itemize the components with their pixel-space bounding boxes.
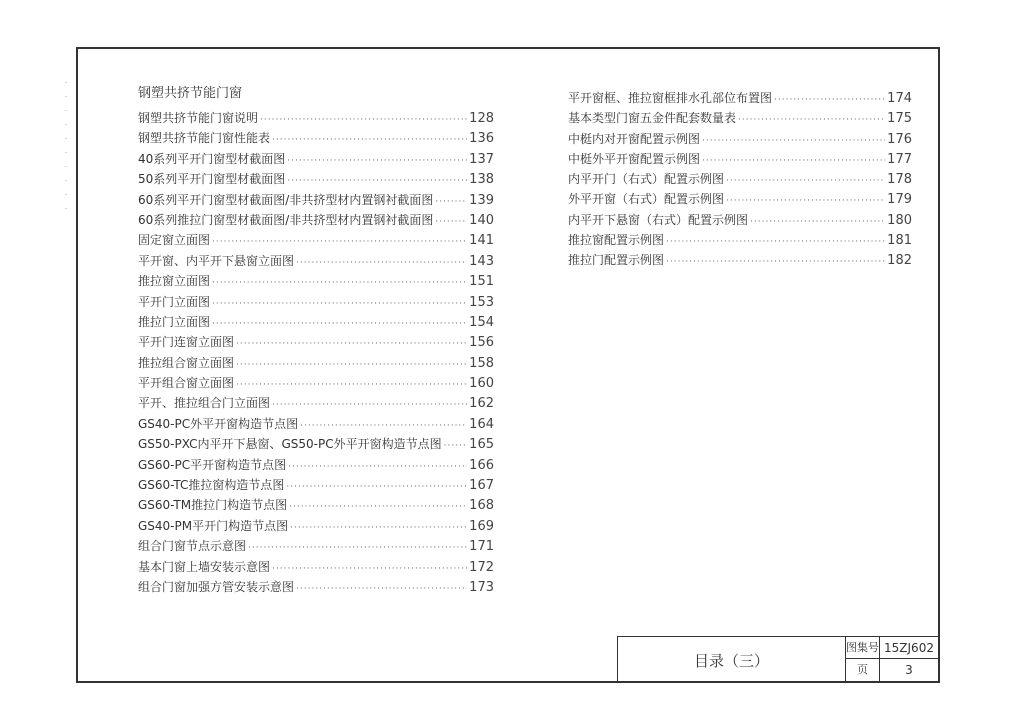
toc-entry-page: 169 bbox=[469, 518, 494, 534]
dot-leader bbox=[212, 273, 467, 293]
sheet-name: 目录（三） bbox=[618, 637, 846, 681]
dot-leader bbox=[236, 355, 467, 375]
toc-entry-title: 内平开门（右式）配置示例图 bbox=[568, 172, 725, 187]
dot-leader bbox=[726, 191, 885, 211]
dot-leader bbox=[666, 232, 885, 252]
toc-entry-title: 推拉门立面图 bbox=[138, 314, 211, 329]
toc-entry-page: 139 bbox=[469, 192, 494, 208]
dot-leader bbox=[212, 232, 467, 252]
dot-leader bbox=[289, 497, 467, 517]
toc-entry-title: 推拉组合窗立面图 bbox=[138, 355, 235, 370]
dot-leader bbox=[444, 436, 468, 456]
toc-entry-page: 176 bbox=[887, 131, 912, 147]
toc-entry bbox=[138, 434, 494, 454]
toc-entry-title: 平开窗、内平开下悬窗立面图 bbox=[138, 253, 295, 268]
toc-entry bbox=[138, 332, 494, 352]
toc-entry-title: 平开、推拉组合门立面图 bbox=[138, 396, 271, 411]
toc-entry-page: 168 bbox=[469, 498, 494, 514]
toc-entry-title: 外平开窗（右式）配置示例图 bbox=[568, 192, 725, 207]
toc-entry-page: 151 bbox=[469, 274, 494, 290]
toc-entry-title: 组合门窗节点示意图 bbox=[138, 539, 247, 554]
toc-entry-title: GS60-TM推拉门构造节点图 bbox=[138, 498, 288, 513]
toc-entry-title: 平开组合窗立面图 bbox=[138, 376, 235, 391]
toc-entry-title: GS40-PC外平开窗构造节点图 bbox=[138, 416, 299, 431]
toc-entry bbox=[138, 557, 494, 577]
toc-entry-title: 中梃内对开窗配置示例图 bbox=[568, 131, 701, 146]
toc-entry bbox=[568, 189, 912, 209]
toc-entry bbox=[138, 414, 494, 434]
page-number: 3 bbox=[905, 663, 913, 677]
toc-entry bbox=[138, 455, 494, 475]
dot-leader bbox=[286, 477, 467, 497]
dot-leader bbox=[212, 314, 467, 334]
toc-entry bbox=[568, 108, 912, 128]
toc-entry-page: 166 bbox=[469, 457, 494, 473]
toc-entry-title: 60系列平开门窗型材截面图/非共挤型材内置钢衬截面图 bbox=[138, 192, 434, 207]
toc-entry bbox=[568, 230, 912, 250]
dot-leader bbox=[435, 212, 467, 232]
dot-leader bbox=[212, 294, 467, 314]
dot-leader bbox=[272, 395, 467, 415]
toc-entry-page: 180 bbox=[887, 212, 912, 228]
toc-entry-page: 141 bbox=[469, 233, 494, 249]
dot-leader bbox=[287, 171, 467, 191]
toc-entry bbox=[138, 108, 494, 128]
toc-entry bbox=[138, 149, 494, 169]
toc-entry-page: 178 bbox=[887, 172, 912, 188]
toc-entry-page: 179 bbox=[887, 192, 912, 208]
dot-leader bbox=[702, 131, 885, 151]
dot-leader bbox=[435, 192, 467, 212]
toc-entry-title: 组合门窗加强方管安装示意图 bbox=[138, 579, 295, 594]
toc-entry-page: 128 bbox=[469, 111, 494, 126]
toc-entry bbox=[138, 292, 494, 312]
toc-entry-page: 182 bbox=[887, 253, 912, 269]
toc-entry-title: 平开门立面图 bbox=[138, 294, 211, 309]
toc-entry bbox=[568, 250, 912, 270]
toc-entry-title: 基本类型门窗五金件配套数量表 bbox=[568, 111, 737, 126]
toc-entry-title: 钢塑共挤节能门窗性能表 bbox=[138, 131, 271, 146]
toc-entry bbox=[138, 169, 494, 189]
toc-entry-page: 173 bbox=[469, 579, 494, 595]
toc-entry-title: 推拉窗立面图 bbox=[138, 274, 211, 289]
dot-leader bbox=[287, 151, 467, 171]
toc-entry-page: 136 bbox=[469, 131, 494, 147]
toc-entry-page: 138 bbox=[469, 172, 494, 188]
dot-leader bbox=[296, 579, 467, 599]
toc-entry-title: 60系列推拉门窗型材截面图/非共挤型材内置钢衬截面图 bbox=[138, 212, 434, 227]
title-block bbox=[617, 636, 938, 681]
toc-entry bbox=[138, 393, 494, 413]
dot-leader bbox=[296, 253, 467, 273]
toc-entry bbox=[138, 495, 494, 515]
toc-entry-title: 推拉窗配置示例图 bbox=[568, 233, 665, 248]
toc-right-column bbox=[568, 88, 912, 271]
toc-entry-title: 平开窗框、推拉窗框排水孔部位布置图 bbox=[568, 91, 773, 105]
toc-entry bbox=[568, 169, 912, 189]
binding-margin-marks: · · · · · · · · · · bbox=[64, 79, 68, 213]
toc-entry bbox=[138, 536, 494, 556]
toc-entry bbox=[138, 271, 494, 291]
toc-entry-page: 153 bbox=[469, 294, 494, 310]
dot-leader bbox=[774, 90, 885, 110]
section-title: 钢塑共挤节能门窗 bbox=[138, 86, 243, 101]
toc-entry-page: 137 bbox=[469, 151, 494, 167]
toc-entry-title: GS60-TC推拉窗构造节点图 bbox=[138, 478, 285, 493]
toc-entry-title: 50系列平开门窗型材截面图 bbox=[138, 172, 286, 187]
toc-entry-page: 160 bbox=[469, 376, 494, 392]
toc-entry bbox=[568, 210, 912, 230]
toc-entry bbox=[138, 251, 494, 271]
toc-entry bbox=[138, 475, 494, 495]
dot-leader bbox=[666, 252, 885, 272]
toc-entry-page: 165 bbox=[469, 437, 494, 453]
toc-entry-page: 172 bbox=[469, 559, 494, 575]
toc-entry-page: 175 bbox=[887, 111, 912, 127]
toc-entry-page: 158 bbox=[469, 355, 494, 371]
toc-entry-title: GS50-PXC内平开下悬窗、GS50-PC外平开窗构造节点图 bbox=[138, 437, 442, 452]
toc-entry-title: 中梃外平开窗配置示例图 bbox=[568, 151, 701, 166]
dot-leader bbox=[738, 110, 885, 130]
toc-entry-title: 固定窗立面图 bbox=[138, 233, 211, 248]
toc-entry bbox=[138, 353, 494, 373]
dot-leader bbox=[702, 151, 885, 171]
toc-entry bbox=[138, 190, 494, 210]
toc-entry-page: 171 bbox=[469, 539, 494, 555]
atlas-label: 图集号 bbox=[846, 637, 880, 659]
dot-leader bbox=[260, 110, 467, 130]
dot-leader bbox=[248, 538, 467, 558]
dot-leader bbox=[726, 171, 885, 191]
toc-entry-title: 推拉门配置示例图 bbox=[568, 253, 665, 268]
toc-entry bbox=[138, 128, 494, 148]
dot-leader bbox=[290, 518, 467, 538]
atlas-number: 15ZJ602 bbox=[880, 637, 938, 659]
toc-entry bbox=[568, 149, 912, 169]
toc-list-right bbox=[568, 88, 912, 271]
toc-entry bbox=[138, 230, 494, 250]
toc-entry-title: 钢塑共挤节能门窗说明 bbox=[138, 111, 259, 125]
toc-entry bbox=[138, 210, 494, 230]
toc-entry-page: 167 bbox=[469, 478, 494, 494]
dot-leader bbox=[272, 130, 467, 150]
toc-entry-page: 154 bbox=[469, 314, 494, 330]
toc-entry bbox=[568, 88, 912, 108]
toc-entry-title: GS40-PM平开门构造节点图 bbox=[138, 518, 289, 533]
toc-entry bbox=[138, 577, 494, 597]
toc-entry-page: 156 bbox=[469, 335, 494, 351]
toc-entry-title: 40系列平开门窗型材截面图 bbox=[138, 151, 286, 166]
dot-leader bbox=[750, 212, 885, 232]
toc-entry bbox=[138, 373, 494, 393]
toc-entry-title: 平开门连窗立面图 bbox=[138, 335, 235, 350]
dot-leader bbox=[300, 416, 467, 436]
dot-leader bbox=[236, 334, 467, 354]
toc-entry-page: 162 bbox=[469, 396, 494, 412]
toc-left-column bbox=[138, 82, 494, 597]
toc-entry-title: 基本门窗上墙安装示意图 bbox=[138, 559, 271, 574]
toc-entry bbox=[138, 516, 494, 536]
toc-entry-page: 174 bbox=[887, 91, 912, 106]
dot-leader bbox=[272, 559, 467, 579]
toc-entry-page: 140 bbox=[469, 212, 494, 228]
toc-entry bbox=[138, 312, 494, 332]
toc-entry-page: 181 bbox=[887, 233, 912, 249]
dot-leader bbox=[236, 375, 467, 395]
toc-entry-page: 164 bbox=[469, 416, 494, 432]
toc-entry-page: 143 bbox=[469, 253, 494, 269]
toc-entry bbox=[568, 129, 912, 149]
toc-entry-title: GS60-PC平开窗构造节点图 bbox=[138, 457, 287, 472]
toc-entry-page: 177 bbox=[887, 151, 912, 167]
page-label: 页 bbox=[846, 659, 880, 681]
dot-leader bbox=[288, 457, 467, 477]
toc-entry-title: 内平开下悬窗（右式）配置示例图 bbox=[568, 212, 749, 227]
toc-list-left bbox=[138, 108, 494, 597]
